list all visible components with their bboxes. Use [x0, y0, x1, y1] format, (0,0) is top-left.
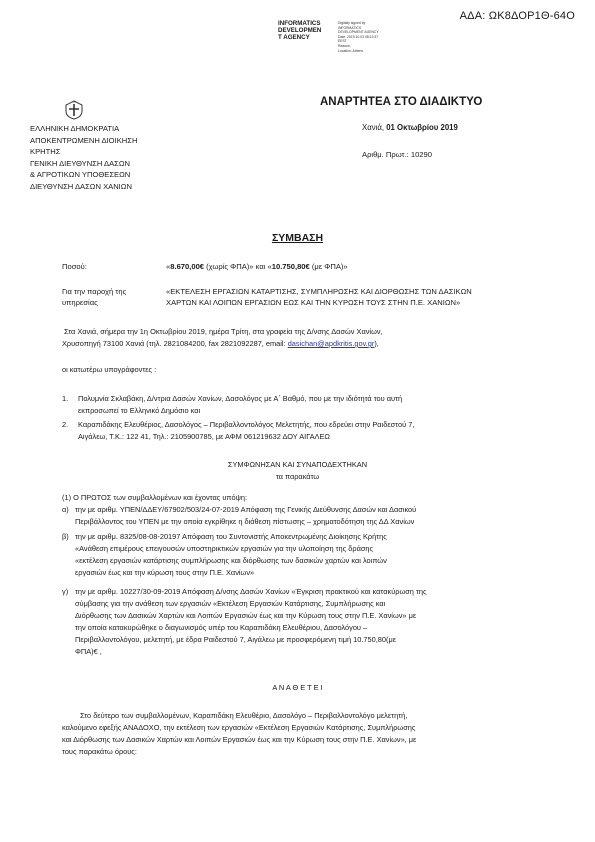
logo-line: INFORMATICS	[278, 20, 321, 27]
condition-line: την οποία κατακυρώθηκε ο διαγωνισμός υπέρ του Καραπιδάκη Ελευθέριου, Δασολόγου –	[75, 623, 368, 632]
closing-line: Στο δεύτερο των συμβαλλομένων, Καραπιδάκη Ελευθέριο, Δασολόγο – Περιβαλλοντολόγο μελετητή,	[80, 711, 408, 720]
protocol-number: Αριθμ. Πρωτ.: 10290	[362, 150, 432, 159]
signature-detail: Location: Athens	[338, 48, 364, 53]
amount-gross-note: (με ΦΠΑ)»	[309, 262, 348, 271]
signature-logo-text	[278, 20, 338, 41]
amount-gross: 10.750,80€	[271, 262, 310, 271]
date-prefix: Χανιά,	[362, 123, 387, 132]
condition-line: «Ανάθεση επιμέρους επειγουσών υποστηρικτικών εργασιών για την υλοποίηση της δράσης	[75, 544, 374, 553]
contract-heading: ΣΥΜΒΑΣΗ	[271, 232, 324, 244]
signature-detail: INFORMATICS	[338, 25, 362, 30]
closing-line: και Διόρθωσης των Δασικών Χαρτών και Λοιπών Εργασιών έως και την Κύρωση τους στην Π.Ε. Χανίων», με	[62, 735, 417, 744]
signature-detail: Digitally signed by	[338, 21, 366, 25]
date-value: 01 Οκτωβρίου 2019	[386, 123, 458, 132]
intro-tail: ),	[374, 339, 379, 348]
ministry-line: & ΑΓΡΟΤΙΚΩΝ ΥΠΟΘΕΣΕΩΝ	[30, 170, 131, 179]
condition-line: ΦΠΑ)€ ,	[75, 647, 102, 656]
condition-line: Διόρθωσης των Δασικών Χαρτών και Λοιπών Εργασιών έως και την Κύρωση τους στην Π.Ε. Χανίων» με	[75, 611, 417, 620]
agreed-subheading: τα παρακάτω	[275, 472, 320, 481]
amount-net-note: (χωρίς ΦΠΑ)» και «	[204, 262, 272, 271]
ministry-line: ΑΠΟΚΕΝΤΡΩΜΕΝΗ ΔΙΟΙΚΗΣΗ	[30, 135, 138, 145]
condition-line: την με αριθμ. 8325/08-08-20197 Απόφαση του Συντονιστής Αποκεντρωμένης Διοίκησης Κρήτης	[75, 532, 387, 541]
intro-line-2	[62, 338, 552, 350]
signature-detail: Date: 2019.10.03 08:13:37	[338, 34, 379, 39]
amount-value	[166, 262, 348, 271]
purpose-label: Για την παροχή της	[62, 287, 127, 296]
amount-net: 8.670,00€	[170, 262, 205, 271]
signature-detail: Reason:	[338, 43, 351, 48]
ministry-line: ΓΕΝΙΚΗ ΔΙΕΥΘΥΝΣΗ ΔΑΣΩΝ	[30, 158, 131, 168]
condition-line: εργασιών έως και την κύρωση τους στην Π.Ε. Χανίων»	[75, 568, 255, 577]
condition-prefix: β)	[62, 532, 69, 541]
post-online-title: ΑΝΑΡΤΗΤΕΑ ΣΤΟ ΔΙΑΔΙΚΤΥΟ	[320, 96, 483, 108]
signature-detail: EEST	[338, 39, 347, 44]
logo-line: DEVELOPMEN	[278, 27, 322, 34]
signatory-number: 2.	[62, 420, 69, 429]
signatory-number: 1.	[62, 394, 69, 403]
condition-line: «εκτέλεση εργασιών κατάρτισης συμπλήρωσης και διόρθωσης των δασικών χαρτών και λοιπών	[75, 556, 387, 565]
condition-line: Περιβάλλοντος του ΥΠΕΝ με την οποία εγκρίθηκε η διάθεση πίστωσης – χρηματοδότηση της ΔΔ Χανίων	[75, 517, 415, 526]
ministry-line: ΚΡΗΤΗΣ	[30, 147, 61, 156]
ministry-line: ΔΙΕΥΘΥΝΣΗ ΔΑΣΩΝ ΧΑΝΙΩΝ	[30, 181, 132, 191]
amount-quote: «	[166, 262, 171, 271]
signatory-line: Αιγάλεω, Τ.Κ.: 122 41, Τηλ.: 2105900785, με ΑΦΜ 061219632 ΔΟΥ ΑΙΓΑΛΕΩ	[78, 432, 330, 441]
digital-signature-details	[338, 21, 408, 53]
condition-prefix: α)	[62, 505, 69, 514]
ada-code: ΑΔΑ: ΩΚ8ΔΟΡ1Θ-64Ο	[459, 10, 575, 22]
signatory-line: εκπροσωπεί το Ελληνικό Δημόσιο και	[78, 406, 201, 415]
logo-line: T AGENCY	[278, 34, 310, 41]
purpose-line-1: «ΕΚΤΕΛΕΣΗ ΕΡΓΑΣΙΩΝ ΚΑΤΑΡΤΙΣΗΣ, ΣΥΜΠΛΗΡΩΣΗΣ ΚΑΙ ΔΙΟΡΘΩΣΗΣ ΤΩΝ ΔΑΣΙΚΩΝ	[166, 287, 472, 296]
amount-label: Ποσού:	[62, 262, 87, 271]
purpose-label-2: υπηρεσίας	[62, 298, 98, 307]
closing-line: τους παρακάτω όρους:	[62, 747, 137, 756]
condition-prefix: γ)	[62, 587, 69, 596]
closing-line: καλούμενο εφεξής ΑΝΑΔΟΧΟ, την εκτέλεση των εργασιών «Εκτέλεση Εργασιών Κατάρτισης, Συμπλήρωσης	[62, 723, 416, 732]
condition-line: Περιβαλλοντολόγου, μελετητή, με έδρα Ραιδεστού 7, Αιγάλεω με προσφερόμενη τιμή 10.750,80(με	[75, 635, 397, 644]
agreed-heading: ΣΥΜΦΩΝΗΣΑΝ ΚΑΙ ΣΥΝΑΠΟΔΕΧΤΗΚΑΝ	[227, 460, 368, 469]
signatory-line: Πολυμνία Σκλαβάκη, Δ/ντρια Δασών Χανίων, Δασολόγος με Α΄ Βαθμό, που με την ιδιότητά του αυτή	[78, 394, 403, 403]
assigns-heading: Α Ν Α Θ Ε Τ Ε Ι	[272, 683, 323, 692]
condition-line: την με αριθμ. ΥΠΕΝ/ΔΔΕΥ/67902/503/24-07-2019 Απόφαση της Γενικής Διεύθυνσης Δασών και Δασικού	[75, 505, 417, 514]
document-date	[362, 123, 458, 132]
purpose-line-2: ΧΑΡΤΩΝ ΚΑΙ ΛΟΙΠΩΝ ΕΡΓΑΣΙΩΝ ΕΩΣ ΚΑΙ ΤΗΝ ΚΥΡΩΣΗ ΤΟΥΣ ΣΤΗΝ Π.Ε. ΧΑΝΙΩΝ»	[166, 298, 461, 307]
signature-detail: DEVELOPMENT AGENCY	[338, 30, 379, 35]
condition-line: σύμβασης για την ανάθεση των εργασιών «Εκτέλεση Εργασιών Κατάρτισης, Συμπλήρωσης και	[75, 599, 386, 608]
conditions-intro: (1) Ο ΠΡΩΤΟΣ των συμβαλλομένων και έχοντας υπόψη:	[62, 493, 248, 502]
signatories-intro: οι κατωτέρω υπογράφοντες :	[62, 365, 157, 374]
signatory-line: Καραπιδάκης Ελευθέριος, Δασολόγος – Περιβαλλοντολόγος Μελετητής, που εδρεύει στην Ραιδεστού 7,	[78, 420, 415, 429]
ministry-line: ΕΛΛΗΝΙΚΗ ΔΗΜΟΚΡΑΤΙΑ	[30, 124, 120, 133]
greek-emblem-icon	[64, 100, 84, 120]
intro-address: Χρυσοπηγή 73100 Χανιά (τηλ. 2821084200, fax 2821092287, email:	[62, 339, 288, 348]
condition-line: την με αριθμ. 10227/30-09-2019 Απόφαση Δ/νσης Δασών Χανίων «Έγκριση πρακτικού και κατακύρωση της	[75, 587, 427, 596]
intro-line-1: Στα Χανιά, σήμερα την 1η Οκτωβρίου 2019, ημέρα Τρίτη, στα γραφεία της Δ/νσης Δασών Χανίων,	[64, 327, 383, 336]
email-link[interactable]: dasichan@apdkritis.gov.gr	[287, 339, 375, 348]
ministry-header	[30, 123, 230, 192]
